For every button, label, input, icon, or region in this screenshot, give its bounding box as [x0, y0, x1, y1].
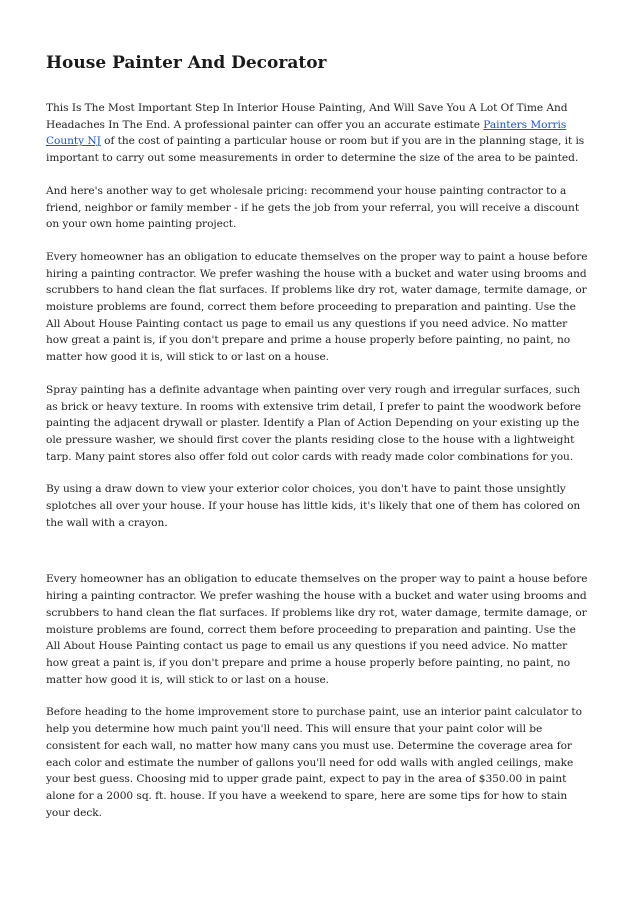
- paragraph-7: Before heading to the home improvement store to purchase paint, use an interior paint calculator to help you determine how much paint you'll need. This will ensure that your paint color will be consistent for each wall, no matter how many cans you must use. Determine the coverage area for each color and estimate the number of gallons you'll need for odd walls with angled ceilings, make your best guess. Choosing mid to upper grade paint, expect to pay in the area of $350.00 in paint alone for a 2000 sq. ft. house. If you have a weekend to spare, here are some tips for how to stain your deck.: [46, 706, 582, 819]
- page-title: House Painter And Decorator: [46, 53, 327, 73]
- blank-spacer: [46, 547, 592, 571]
- paragraph-1-text-before: This Is The Most Important Step In Interior House Painting, And Will Save You A Lot Of Time And Headaches In The End. A professional painter can offer you an accurate estimate: [46, 102, 568, 131]
- paragraph-3: Every homeowner has an obligation to educate themselves on the proper way to paint a house before hiring a painting contractor. We prefer washing the house with a bucket and water using brooms and scrubbers to hand clean the flat surfaces. If problems like dry rot, water damage, termite damage, or moisture problems are found, correct them before proceeding to preparation and painting. Use the All About House Painting contact us page to email us any questions if you need advice. No matter how great a paint is, if you don't prepare and prime a house properly before painting, no paint, no matter how good it is, will stick to or last on a house.: [46, 250, 588, 364]
- paragraph-6: Every homeowner has an obligation to educate themselves on the proper way to paint a house before hiring a painting contractor. We prefer washing the house with a bucket and water using brooms and scrubbers to hand clean the flat surfaces. If problems like dry rot, water damage, termite damage, or moisture problems are found, correct them before proceeding to preparation and painting. Use the All About House Painting contact us page to email us any questions if you need advice. No matter how great a paint is, if you don't prepare and prime a house properly before painting, no paint, no matter how good it is, will stick to or last on a house.: [46, 573, 588, 686]
- paragraph-4: Spray painting has a definite advantage when painting over very rough and irregular surfaces, such as brick or heavy texture. In rooms with extensive trim detail, I prefer to paint the woodwork before painting the adjacent drywall or plaster. Identify a Plan of Action Depending on your existing up the ole pressure washer, we should first cover the plants residing close to the house with a lightweight tarp. Many paint stores also offer fold out color cards with ready made color combinations for you.: [46, 383, 581, 463]
- paragraph-1-text-after: of the cost of painting a particular house or room but if you are in the planning stage, it is important to carry out some measurements in order to determine the size of the area to be painted.: [46, 135, 585, 165]
- paragraph-1: [46, 100, 592, 167]
- paragraph-5: By using a draw down to view your exterior color choices, you don't have to paint those unsightly splotches all over your house. If your house has little kids, it's likely that one of them has colored on the wall with a crayon.: [46, 483, 581, 529]
- paragraph-2: And here's another way to get wholesale pricing: recommend your house painting contractor to a friend, neighbor or family member - if he gets the job from your referral, you will receive a discount on your own home painting project.: [46, 184, 580, 231]
- painters-morris-county-link[interactable]: Painters Morris County NJ: [46, 118, 567, 148]
